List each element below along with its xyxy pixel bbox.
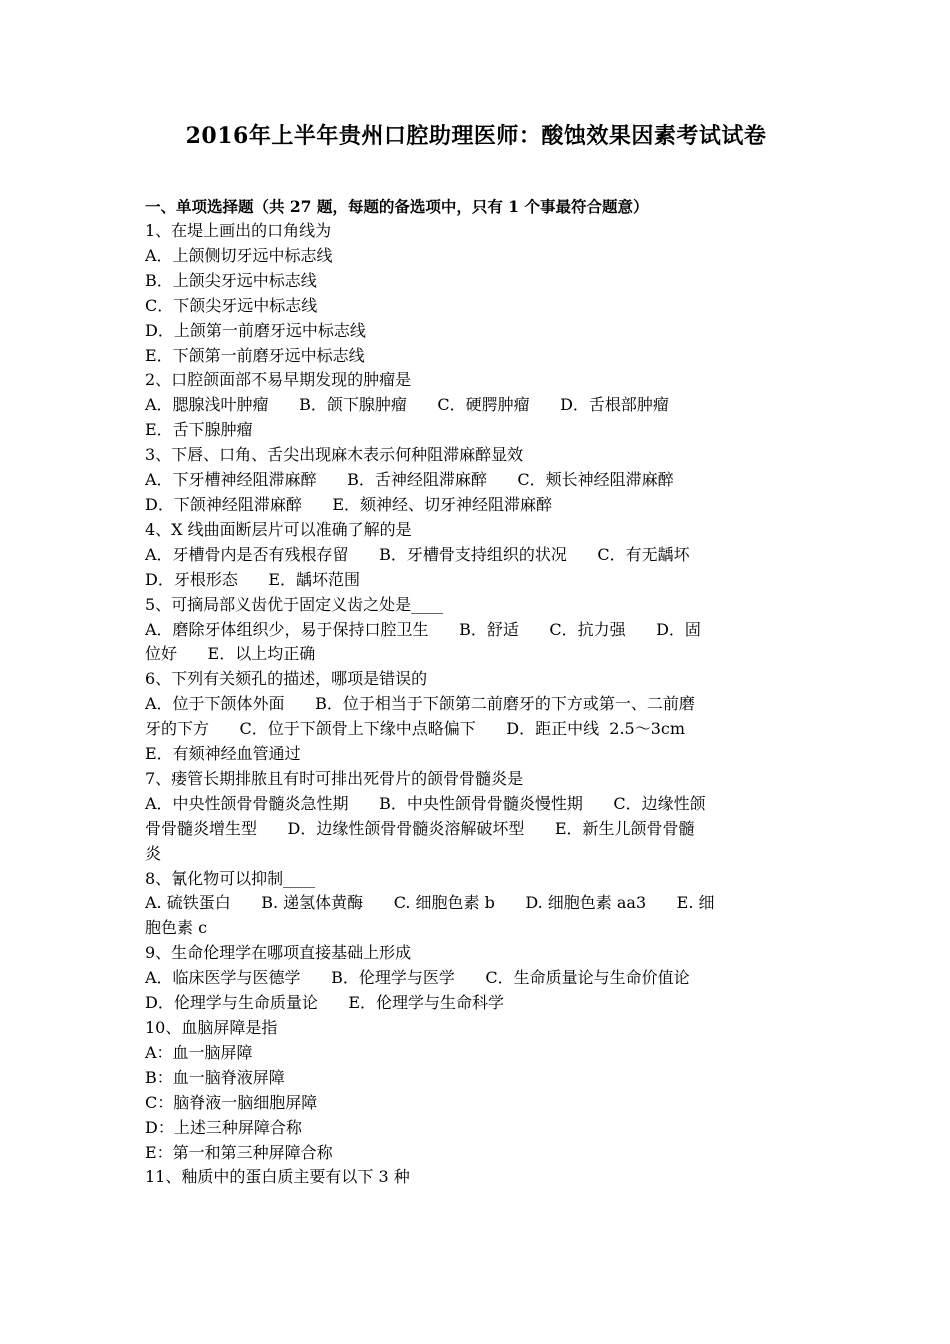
text-line: E：第一和第三种屏障合称 [145,1142,333,1162]
text-line: E．有颏神经血管通过 [145,744,301,764]
text-line: B．上颌尖牙远中标志线 [145,270,317,290]
text-line: A. 硫铁蛋白 B. 递氢体黄酶 C. 细胞色素 b D. 细胞色素 aa3 E. 细 [145,893,715,913]
text-line: A．临床医学与医德学 B．伦理学与医学 C．生命质量论与生命价值论 [145,968,690,988]
text-line: A．腮腺浅叶肿瘤 B．颌下腺肿瘤 C．硬腭肿瘤 D．舌根部肿瘤 [145,395,669,415]
question-list [145,219,807,1190]
text-line: A：血一脑屏障 [145,1042,253,1062]
text-line: 牙的下方 C．位于下颌骨上下缘中点略偏下 D．距正中线 2.5～3cm [145,719,686,739]
text-line: 9、生命伦理学在哪项直接基础上形成 [145,943,412,963]
text-line: 7、瘘管长期排脓且有时可排出死骨片的颌骨骨髓炎是 [145,768,524,788]
text-line: A．中央性颌骨骨髓炎急性期 B．中央性颌骨骨髓炎慢性期 C．边缘性颌 [145,793,706,813]
text-line: D．上颌第一前磨牙远中标志线 [145,320,366,340]
text-line: C．下颌尖牙远中标志线 [145,295,318,315]
text-line: 位好 E．以上均正确 [145,644,316,664]
text-line: 5、可摘局部义齿优于固定义齿之处是____ [145,594,444,614]
text-line: D：上述三种屏障合称 [145,1117,302,1137]
text-line: 骨骨髓炎增生型 D．边缘性颌骨骨髓炎溶解破坏型 E．新生儿颌骨骨髓 [145,818,695,838]
text-line: 1、在堤上画出的口角线为 [145,221,332,240]
text-line: A．磨除牙体组织少，易于保持口腔卫生 B．舒适 C．抗力强 D．固 [145,619,701,639]
text-line: 2、口腔颌面部不易早期发现的肿瘤是 [145,370,412,390]
text-line: 炎 [145,843,162,863]
text-line: 4、X 线曲面断层片可以准确了解的是 [145,519,412,539]
text-line: 10、血脑屏障是指 [145,1018,278,1037]
text-line: A．下牙槽神经阻滞麻醉 B．舌神经阻滞麻醉 C．颊长神经阻滞麻醉 [145,470,674,490]
document-title: 2016年上半年贵州口腔助理医师：酸蚀效果因素考试试卷 [185,123,767,149]
text-line: D．牙根形态 E．龋坏范围 [145,569,361,589]
text-line: D．伦理学与生命质量论 E．伦理学与生命科学 [145,993,505,1013]
text-line: D．下颌神经阻滞麻醉 E．颏神经、切牙神经阻滞麻醉 [145,494,553,514]
text-line: A．位于下颌体外面 B．位于相当于下颌第二前磨牙的下方或第一、二前磨 [145,694,695,714]
text-line: 胞色素 c [145,918,208,938]
text-line: E．下颌第一前磨牙远中标志线 [145,345,365,365]
text-line: 3、下唇、口角、舌尖出现麻木表示何种阻滞麻醉显效 [145,445,524,465]
text-line: E．舌下腺肿瘤 [145,420,253,440]
text-line: 8、氰化物可以抑制____ [145,868,316,888]
text-line: 11、釉质中的蛋白质主要有以下 3 种 [145,1167,410,1187]
text-line: B：血一脑脊液屏障 [145,1067,285,1087]
section-title: 一、单项选择题（共 27 题，每题的备选项中，只有 1 个事最符合题意） [145,197,649,216]
text-line: A．上颌侧切牙远中标志线 [145,245,333,265]
text-line: A．牙槽骨内是否有残根存留 B．牙槽骨支持组织的状况 C．有无龋坏 [145,544,690,564]
text-line: 6、下列有关颏孔的描述，哪项是错误的 [145,669,428,689]
text-line: C：脑脊液一脑细胞屏障 [145,1092,318,1112]
